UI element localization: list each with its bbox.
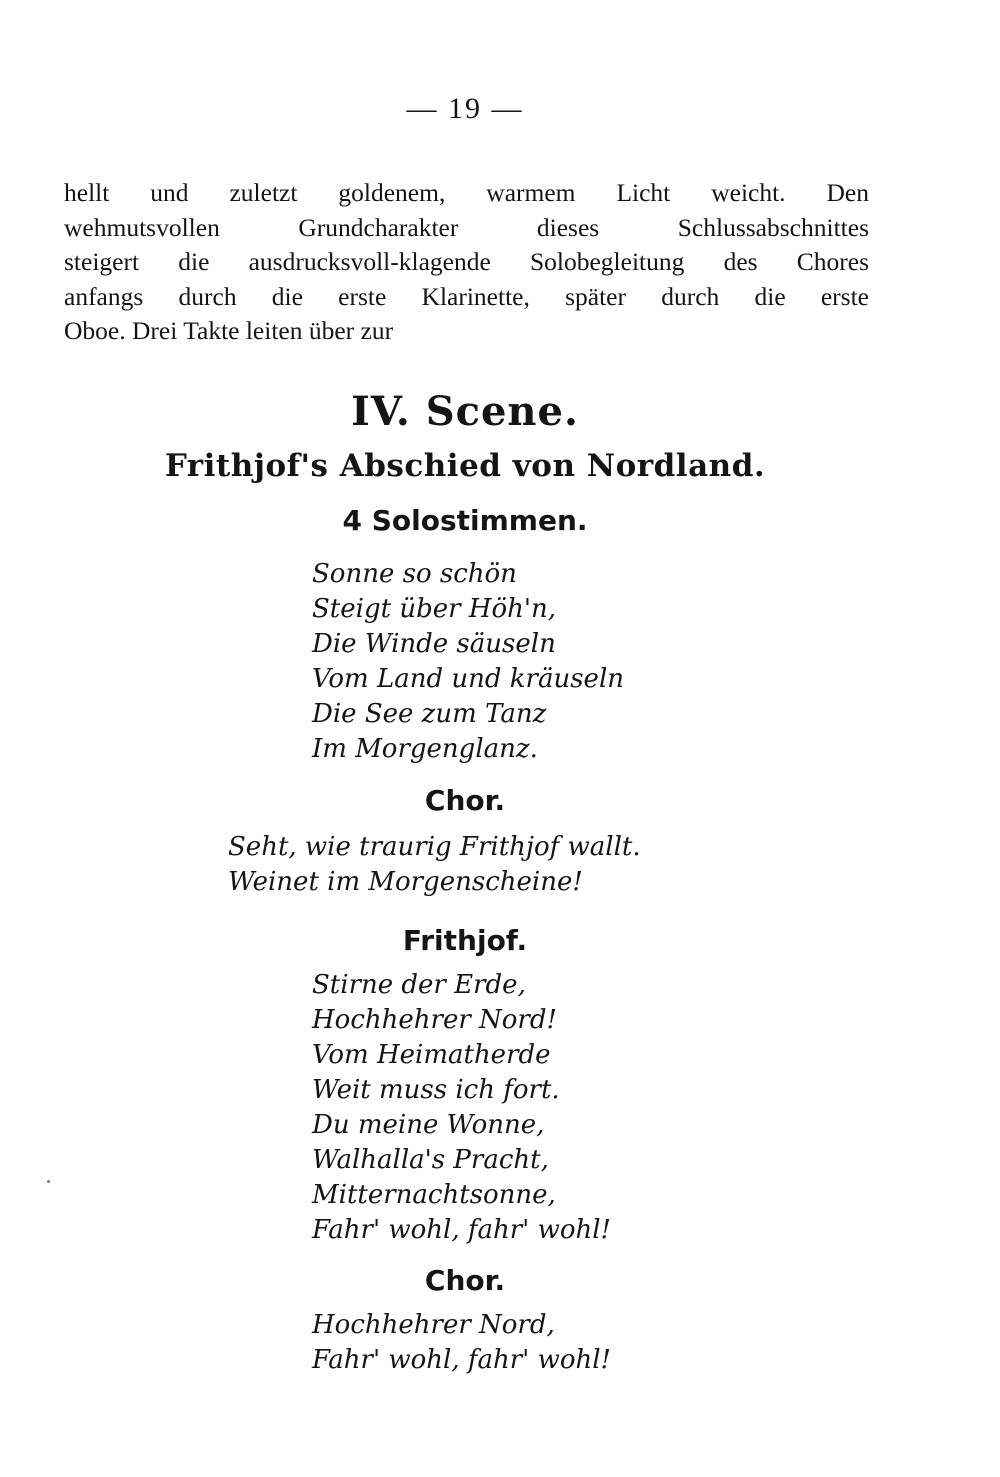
section-heading-frithjof: Frithjof. (402, 924, 528, 957)
verse-line: Hochhehrer Nord! (312, 1005, 557, 1035)
scene-title: IV. Scene. (351, 388, 579, 435)
verse-line: Hochhehrer Nord, (312, 1310, 555, 1340)
verse-block-frithjof (312, 968, 611, 1248)
section-heading-chor: Chor. (424, 784, 506, 817)
verse-line: Sonne so schön (312, 559, 517, 589)
verse-line: Seht, wie traurig Frithjof wallt. (228, 832, 641, 862)
verse-line: Vom Land und kräuseln (312, 664, 624, 694)
verse-line: Vom Heimatherde (312, 1040, 551, 1070)
prose-line: steigert die ausdrucksvoll-klagende Solobegleitung des Chores (64, 247, 869, 276)
print-speck (47, 1180, 50, 1183)
verse-line: Du meine Wonne, (312, 1110, 545, 1140)
verse-block-solostimmen (312, 557, 624, 767)
verse-block-chor-final (312, 1308, 611, 1378)
prose-line: hellt und zuletzt goldenem, warmem Licht weicht. Den (64, 178, 869, 207)
verse-line: Weit muss ich fort. (312, 1075, 560, 1105)
prose-line: anfangs durch die erste Klarinette, später durch die erste (64, 281, 869, 311)
verse-block-chor (228, 830, 641, 900)
scene-subtitle: Frithjof's Abschied von Nordland. (164, 448, 766, 484)
verse-line: Die Winde säuseln (312, 629, 556, 659)
verse-line: Walhalla's Pracht, (312, 1145, 549, 1175)
section-heading-solostimmen: 4 Solostimmen. (342, 504, 588, 537)
verse-line: Fahr' wohl, fahr' wohl! (312, 1215, 611, 1245)
verse-line: Steigt über Höh'n, (312, 594, 557, 624)
verse-line: Die See zum Tanz (312, 699, 547, 729)
verse-line: Weinet im Morgenscheine! (228, 867, 583, 897)
prose-paragraph (64, 176, 869, 349)
verse-line: Fahr' wohl, fahr' wohl! (312, 1345, 611, 1375)
prose-line: wehmutsvollen Grundcharakter dieses Schlussabschnittes (64, 212, 869, 242)
section-heading-chor-final: Chor. (424, 1264, 506, 1297)
verse-line: Mitternachtsonne, (312, 1180, 556, 1210)
page-number: — 19 — (406, 92, 524, 125)
verse-line: Stirne der Erde, (312, 970, 526, 1000)
prose-line: Oboe. Drei Takte leiten über zur (64, 316, 394, 345)
verse-line: Im Morgenglanz. (312, 734, 538, 764)
